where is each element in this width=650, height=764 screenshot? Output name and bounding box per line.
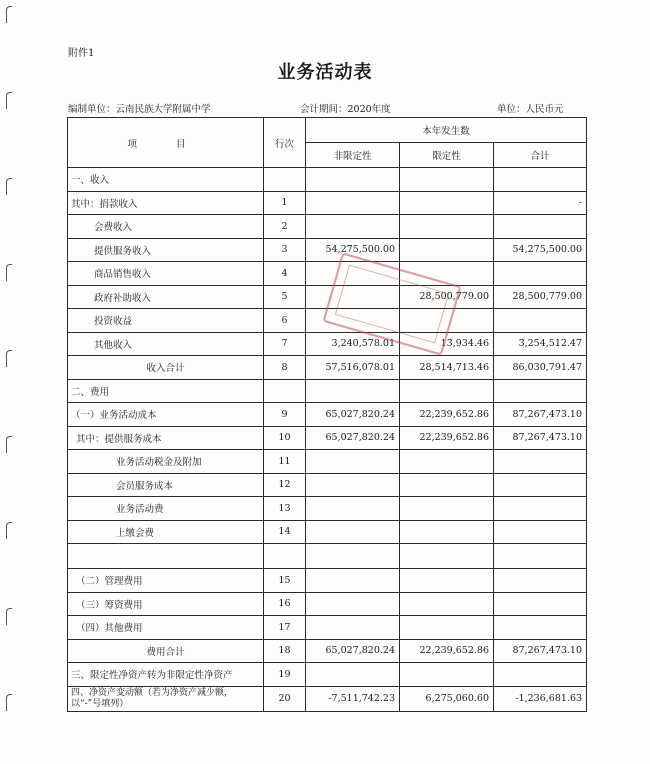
row-restricted bbox=[400, 544, 494, 569]
row-unrestricted bbox=[306, 544, 400, 569]
row-unrestricted bbox=[306, 497, 400, 521]
row-total bbox=[494, 215, 587, 239]
row-line: 14 bbox=[264, 520, 306, 544]
row-item: 投资收益 bbox=[68, 309, 264, 333]
table-row bbox=[68, 616, 587, 640]
row-total bbox=[494, 379, 587, 403]
row-total bbox=[494, 497, 587, 521]
row-restricted bbox=[400, 191, 494, 215]
row-unrestricted bbox=[306, 191, 400, 215]
column-header-line: 行次 bbox=[264, 118, 306, 168]
row-line: 11 bbox=[264, 450, 306, 474]
row-total: 87,267,473.10 bbox=[494, 426, 587, 450]
row-restricted bbox=[400, 616, 494, 640]
binder-hole-mark bbox=[6, 6, 12, 23]
row-total bbox=[494, 569, 587, 593]
row-total: -1,236,681.63 bbox=[494, 686, 587, 711]
binder-hole-mark bbox=[6, 522, 12, 539]
row-total: 87,267,473.10 bbox=[494, 403, 587, 427]
row-item: （二）管理费用 bbox=[68, 569, 264, 593]
row-line: 3 bbox=[264, 238, 306, 262]
table-row bbox=[68, 285, 587, 309]
table-row bbox=[68, 379, 587, 403]
document-title: 业务活动表 bbox=[277, 62, 373, 83]
binder-hole-mark bbox=[6, 178, 12, 195]
table-row bbox=[68, 639, 587, 663]
row-line: 9 bbox=[264, 403, 306, 427]
row-line: 17 bbox=[264, 616, 306, 640]
row-line: 4 bbox=[264, 262, 306, 286]
row-total bbox=[494, 168, 587, 192]
table-row bbox=[68, 686, 587, 711]
preparing-unit: 编制单位：云南民族大学附属中学 bbox=[68, 104, 211, 115]
row-line: 18 bbox=[264, 639, 306, 663]
row-unrestricted bbox=[306, 473, 400, 497]
row-total bbox=[494, 473, 587, 497]
row-line: 7 bbox=[264, 332, 306, 356]
row-line: 12 bbox=[264, 473, 306, 497]
row-unrestricted bbox=[306, 616, 400, 640]
row-item: 政府补助收入 bbox=[68, 285, 264, 309]
row-line: 10 bbox=[264, 426, 306, 450]
table-row bbox=[68, 309, 587, 333]
table-row bbox=[68, 426, 587, 450]
row-restricted bbox=[400, 238, 494, 262]
binder-hole-mark bbox=[6, 264, 12, 281]
row-item: 四、净资产变动额（若为净资产减少额，以“-”号填列） bbox=[68, 686, 264, 711]
row-line: 19 bbox=[264, 663, 306, 687]
row-restricted bbox=[400, 473, 494, 497]
row-item: 二、费用 bbox=[68, 379, 264, 403]
table-row bbox=[68, 215, 587, 239]
table-row bbox=[68, 450, 587, 474]
row-unrestricted: 65,027,820.24 bbox=[306, 639, 400, 663]
column-header-group: 本年发生数 bbox=[306, 118, 587, 143]
row-unrestricted: 65,027,820.24 bbox=[306, 426, 400, 450]
row-line bbox=[264, 379, 306, 403]
row-unrestricted bbox=[306, 379, 400, 403]
attachment-label: 附件1 bbox=[68, 48, 95, 59]
row-unrestricted bbox=[306, 450, 400, 474]
row-line: 15 bbox=[264, 569, 306, 593]
row-restricted: 28,514,713.46 bbox=[400, 356, 494, 380]
row-item: 其中：捐款收入 bbox=[68, 191, 264, 215]
row-restricted bbox=[400, 592, 494, 616]
accounting-period: 会计期间：2020年度 bbox=[300, 104, 391, 115]
row-item: 其他收入 bbox=[68, 332, 264, 356]
table-row bbox=[68, 238, 587, 262]
row-total bbox=[494, 520, 587, 544]
row-item: 商品销售收入 bbox=[68, 262, 264, 286]
row-line: 1 bbox=[264, 191, 306, 215]
row-item: 一、收入 bbox=[68, 168, 264, 192]
row-total bbox=[494, 592, 587, 616]
row-unrestricted bbox=[306, 569, 400, 593]
row-unrestricted bbox=[306, 592, 400, 616]
row-unrestricted bbox=[306, 663, 400, 687]
table-row bbox=[68, 569, 587, 593]
row-restricted bbox=[400, 215, 494, 239]
row-item: 业务活动税金及附加 bbox=[68, 450, 264, 474]
row-item: 提供服务收入 bbox=[68, 238, 264, 262]
row-line: 5 bbox=[264, 285, 306, 309]
header-row bbox=[68, 118, 587, 143]
row-line: 2 bbox=[264, 215, 306, 239]
row-restricted bbox=[400, 262, 494, 286]
row-unrestricted: 57,516,078.01 bbox=[306, 356, 400, 380]
column-header-total: 合计 bbox=[494, 143, 587, 168]
row-total: - bbox=[494, 191, 587, 215]
table-row bbox=[68, 544, 587, 569]
row-total bbox=[494, 544, 587, 569]
row-item: 其中：提供服务成本 bbox=[68, 426, 264, 450]
row-line: 20 bbox=[264, 686, 306, 711]
row-line: 8 bbox=[264, 356, 306, 380]
row-restricted bbox=[400, 569, 494, 593]
activity-table bbox=[67, 117, 587, 712]
table-row bbox=[68, 403, 587, 427]
row-item: 上缴会费 bbox=[68, 520, 264, 544]
row-restricted: 28,500,779.00 bbox=[400, 285, 494, 309]
row-restricted: 22,239,652.86 bbox=[400, 639, 494, 663]
column-header-unrestricted: 非限定性 bbox=[306, 143, 400, 168]
binder-hole-mark bbox=[6, 436, 12, 453]
row-item: 收入合计 bbox=[68, 356, 264, 380]
row-restricted bbox=[400, 520, 494, 544]
row-item: 会员服务成本 bbox=[68, 473, 264, 497]
row-restricted bbox=[400, 309, 494, 333]
binder-hole-mark bbox=[6, 92, 12, 109]
row-total: 87,267,473.10 bbox=[494, 639, 587, 663]
table-row bbox=[68, 473, 587, 497]
row-total: 86,030,791.47 bbox=[494, 356, 587, 380]
column-header-restricted: 限定性 bbox=[400, 143, 494, 168]
table-row bbox=[68, 663, 587, 687]
row-restricted bbox=[400, 379, 494, 403]
row-total: 28,500,779.00 bbox=[494, 285, 587, 309]
row-unrestricted bbox=[306, 168, 400, 192]
row-unrestricted bbox=[306, 285, 400, 309]
row-total bbox=[494, 616, 587, 640]
row-item bbox=[68, 544, 264, 569]
row-item: 业务活动费 bbox=[68, 497, 264, 521]
row-line bbox=[264, 168, 306, 192]
row-item: 会费收入 bbox=[68, 215, 264, 239]
row-total bbox=[494, 309, 587, 333]
row-unrestricted bbox=[306, 520, 400, 544]
binder-hole-mark bbox=[6, 608, 12, 625]
row-item: （一）业务活动成本 bbox=[68, 403, 264, 427]
row-item: （三）筹资费用 bbox=[68, 592, 264, 616]
row-item: 三、限定性净资产转为非限定性净资产 bbox=[68, 663, 264, 687]
row-restricted bbox=[400, 450, 494, 474]
row-total: 3,254,512.47 bbox=[494, 332, 587, 356]
binder-hole-mark bbox=[6, 694, 12, 711]
row-item: （四）其他费用 bbox=[68, 616, 264, 640]
row-unrestricted: 3,240,578.01 bbox=[306, 332, 400, 356]
row-unrestricted: -7,511,742.23 bbox=[306, 686, 400, 711]
row-restricted: 6,275,060.60 bbox=[400, 686, 494, 711]
currency-unit: 单位：人民币元 bbox=[497, 104, 564, 115]
table-row bbox=[68, 356, 587, 380]
row-total bbox=[494, 663, 587, 687]
table-row bbox=[68, 520, 587, 544]
row-unrestricted: 65,027,820.24 bbox=[306, 403, 400, 427]
row-restricted bbox=[400, 168, 494, 192]
column-header-item: 项 目 bbox=[68, 118, 264, 168]
row-restricted: 22,239,652.86 bbox=[400, 403, 494, 427]
row-restricted: 22,239,652.86 bbox=[400, 426, 494, 450]
row-total: 54,275,500.00 bbox=[494, 238, 587, 262]
row-restricted: 13,934.46 bbox=[400, 332, 494, 356]
row-line bbox=[264, 544, 306, 569]
table-row bbox=[68, 262, 587, 286]
row-unrestricted bbox=[306, 262, 400, 286]
table-row bbox=[68, 332, 587, 356]
table-row bbox=[68, 168, 587, 192]
row-restricted bbox=[400, 663, 494, 687]
row-line: 16 bbox=[264, 592, 306, 616]
row-total bbox=[494, 262, 587, 286]
row-unrestricted bbox=[306, 215, 400, 239]
row-item: 费用合计 bbox=[68, 639, 264, 663]
table-row bbox=[68, 592, 587, 616]
binder-hole-mark bbox=[6, 350, 12, 367]
row-line: 13 bbox=[264, 497, 306, 521]
row-unrestricted bbox=[306, 309, 400, 333]
row-unrestricted: 54,275,500.00 bbox=[306, 238, 400, 262]
row-restricted bbox=[400, 497, 494, 521]
table-row bbox=[68, 497, 587, 521]
table-row bbox=[68, 191, 587, 215]
row-total bbox=[494, 450, 587, 474]
row-line: 6 bbox=[264, 309, 306, 333]
